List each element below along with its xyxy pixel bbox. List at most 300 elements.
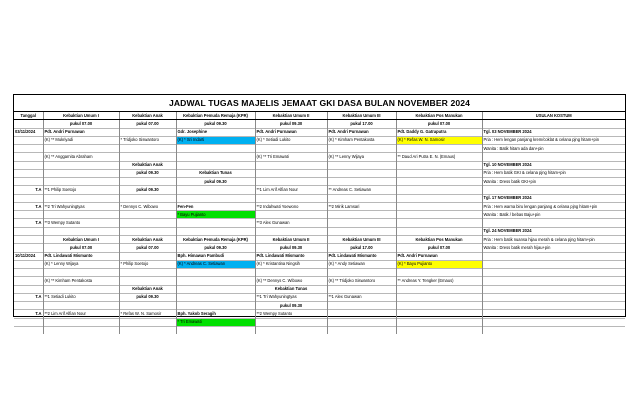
- cell-youth: [176, 153, 255, 161]
- cell-text: Bph. Himawan Pambudi: [177, 253, 225, 259]
- cell-text: pukul 09.30: [279, 302, 303, 308]
- table-row: [14, 227, 625, 235]
- cell-text: (K) * Lenny Wijaya: [44, 261, 79, 267]
- cell-text: pukul 09.30: [204, 120, 227, 126]
- cell-pos-manukan: [396, 252, 482, 260]
- cell-pos-manukan: [396, 285, 482, 293]
- cell-pos-manukan: [396, 178, 482, 186]
- cell-service-2: [255, 318, 327, 326]
- cell-service-1: [43, 145, 119, 153]
- cell-service-2: [255, 120, 327, 128]
- cell-pos-manukan: [396, 277, 482, 285]
- cell-text: **1 Setiadi Lukito: [44, 294, 76, 300]
- cell-service-3: [327, 145, 396, 153]
- cell-pos-manukan: [396, 186, 482, 194]
- cell-service-1: [43, 244, 119, 252]
- cell-pos-manukan: [396, 244, 482, 252]
- cell-pos-manukan: [396, 310, 482, 318]
- cell-service-3: [327, 202, 396, 210]
- cell-text: Tgl. 03 NOVEMBER 2024: [483, 129, 532, 135]
- cell-service-3: [327, 285, 396, 293]
- cell-text: **2 Lim Arif Alfian Nour: [44, 310, 86, 316]
- cell-text: pukul 07.00: [69, 244, 93, 250]
- cell-service-1: [43, 310, 119, 318]
- cell-text: (K) ** Anggarnita Abraham: [44, 153, 93, 159]
- cell-children: [119, 153, 176, 161]
- cell-costume: [482, 169, 625, 177]
- cell-pos-manukan: [396, 227, 482, 235]
- schedule-table: [14, 111, 625, 334]
- cell-youth: [176, 285, 255, 293]
- cell-service-2: [255, 269, 327, 277]
- table-row: [14, 235, 625, 243]
- header-children: Kebaktian Anak: [119, 112, 176, 120]
- cell-service-1: [43, 211, 119, 219]
- table-row: [14, 252, 625, 260]
- cell-service-1: [43, 202, 119, 210]
- cell-costume: [482, 186, 625, 194]
- cell-text: Pdt. Daddy G. Gatraputra: [397, 129, 447, 135]
- cell-text: Pdt. Lindawati Mismanto: [44, 253, 93, 259]
- cell-date: [14, 235, 43, 243]
- cell-text: Pdt. Andri Purnawan: [256, 129, 297, 135]
- header-date: Tanggal: [14, 112, 43, 120]
- cell-date: [14, 293, 43, 301]
- table-row: [14, 310, 625, 318]
- cell-pos-manukan: [396, 302, 482, 310]
- cell-youth: [176, 260, 255, 268]
- cell-service-3: [327, 178, 396, 186]
- cell-text: pukul 17.00: [350, 120, 373, 126]
- cell-text: pukul 09.30: [136, 170, 159, 176]
- cell-costume: [482, 211, 625, 219]
- table-row: [14, 277, 625, 285]
- cell-service-1: [43, 161, 119, 169]
- cell-costume: [482, 145, 625, 153]
- table-row: [14, 194, 625, 202]
- cell-service-2: [255, 235, 327, 243]
- table-row: [14, 318, 625, 326]
- cell-youth: [176, 235, 255, 243]
- cell-children: [119, 252, 176, 260]
- cell-youth: [176, 120, 255, 128]
- cell-children: [119, 219, 176, 227]
- cell-text: pukul 07.00: [427, 120, 451, 126]
- cell-service-1: [43, 252, 119, 260]
- cell-pos-manukan: [396, 293, 482, 301]
- cell-service-1: [43, 277, 119, 285]
- cell-text: Wanita : Batik / bebas Baju+pin: [483, 211, 541, 217]
- cell-text: Pdt. Andri Purnawan: [397, 253, 438, 259]
- header-youth: Kebaktian Pemuda Remaja (KPR): [176, 112, 255, 120]
- table-row: [14, 178, 625, 186]
- cell-text: * Tri Emawati: [177, 319, 202, 325]
- cell-date: [14, 326, 43, 334]
- cell-date: [14, 277, 43, 285]
- cell-date: [14, 318, 43, 326]
- cell-text: Tgl. 24 NOVEMBER 2024: [483, 228, 532, 234]
- cell-date: [14, 145, 43, 153]
- cell-text: Tgl. 17 NOVEMBER 2024: [483, 195, 532, 201]
- cell-costume: [482, 161, 625, 169]
- cell-date: [14, 244, 43, 252]
- cell-youth: [176, 202, 255, 210]
- cell-text: * Philip Soetojo: [120, 261, 149, 267]
- cell-costume: [482, 260, 625, 268]
- cell-date: [14, 161, 43, 169]
- cell-service-2: [255, 310, 327, 318]
- cell-youth: [176, 244, 255, 252]
- cell-date: [14, 227, 43, 235]
- cell-children: [119, 120, 176, 128]
- table-row: [14, 244, 625, 252]
- cell-text: pukul 09.30: [204, 244, 227, 250]
- cell-youth: [176, 227, 255, 235]
- table-row: [14, 120, 625, 128]
- cell-costume: [482, 244, 625, 252]
- cell-text: (K) * Kimham Pentakosta: [328, 137, 375, 143]
- cell-youth: [176, 269, 255, 277]
- cell-costume: [482, 227, 625, 235]
- cell-pos-manukan: [396, 211, 482, 219]
- cell-text: T.A: [35, 203, 42, 209]
- cell-service-2: [255, 161, 327, 169]
- cell-date: [14, 202, 43, 210]
- cell-service-3: [327, 244, 396, 252]
- cell-service-2: [255, 293, 327, 301]
- header-pos-manukan: Kebaktian Pos Manukan: [396, 112, 482, 120]
- cell-text: T.A: [35, 294, 42, 300]
- cell-costume: [482, 178, 625, 186]
- cell-service-1: [43, 227, 119, 235]
- cell-date: [14, 260, 43, 268]
- cell-text: **1 Lim Arif Alfian Nour: [256, 186, 298, 192]
- table-row: [14, 136, 625, 144]
- cell-service-3: [327, 302, 396, 310]
- cell-children: [119, 169, 176, 177]
- cell-text: Gdr. Josephine: [177, 129, 208, 135]
- cell-service-1: [43, 178, 119, 186]
- header-service-2: Kebaktian Umum II: [255, 112, 327, 120]
- cell-youth: [176, 219, 255, 227]
- cell-youth: [176, 310, 255, 318]
- cell-service-1: [43, 260, 119, 268]
- cell-service-3: [327, 235, 396, 243]
- cell-text: **2 Indahwati Yoewono: [256, 203, 299, 209]
- cell-service-3: [327, 194, 396, 202]
- cell-text: T.A: [35, 220, 42, 226]
- cell-text: Pdt. Andri Purnawan: [328, 129, 369, 135]
- cell-service-2: [255, 153, 327, 161]
- cell-text: Kebaktian Tunas: [274, 286, 308, 292]
- cell-service-2: [255, 260, 327, 268]
- cell-text: T.A: [35, 310, 42, 316]
- cell-service-3: [327, 252, 396, 260]
- cell-date: [14, 186, 43, 194]
- cell-service-3: [327, 120, 396, 128]
- cell-pos-manukan: [396, 136, 482, 144]
- cell-costume: [482, 310, 625, 318]
- cell-service-2: [255, 227, 327, 235]
- cell-service-1: [43, 293, 119, 301]
- table-row: [14, 302, 625, 310]
- cell-text: (K) * Setiadi Lukito: [256, 137, 291, 143]
- cell-costume: [482, 136, 625, 144]
- cell-text: Fen-Fen: [177, 203, 194, 209]
- cell-date: [14, 153, 43, 161]
- cell-youth: [176, 186, 255, 194]
- cell-text: Wanita : Dress batik GKI+pin: [483, 178, 537, 184]
- cell-youth: [176, 211, 255, 219]
- cell-children: [119, 277, 176, 285]
- cell-service-2: [255, 252, 327, 260]
- cell-service-3: [327, 161, 396, 169]
- cell-service-1: [43, 235, 119, 243]
- cell-text: Wanita : Dress batik merah hijau+pin: [483, 244, 551, 250]
- cell-text: T.A: [35, 186, 42, 192]
- cell-children: [119, 211, 176, 219]
- cell-service-2: [255, 219, 327, 227]
- cell-service-1: [43, 285, 119, 293]
- cell-service-3: [327, 128, 396, 136]
- cell-text: Tgl. 10 NOVEMBER 2024: [483, 162, 532, 168]
- header-service-3: Kebaktian Umum III: [327, 112, 396, 120]
- cell-children: [119, 136, 176, 144]
- cell-text: Kebaktian Tunas: [199, 170, 232, 176]
- cell-service-2: [255, 277, 327, 285]
- cell-costume: [482, 235, 625, 243]
- cell-text: Kebaktian Umum III: [342, 236, 381, 242]
- cell-date: [14, 169, 43, 177]
- table-row: [14, 169, 625, 177]
- cell-text: **2 Tri Wahyuningtyas: [44, 203, 85, 209]
- cell-service-3: [327, 153, 396, 161]
- cell-text: Pria : Hem lengan panjang krem/coklat & celana pjng hitam+pin: [483, 137, 599, 143]
- cell-text: **2 Wempy Sutanto: [256, 310, 293, 316]
- header-service-1: Kebaktian Umum I: [43, 112, 119, 120]
- cell-children: [119, 235, 176, 243]
- cell-text: Kebaktian Pemuda Remaja (KPR): [183, 236, 248, 242]
- cell-text: (K) * Kristantina Ningsih: [256, 261, 300, 267]
- cell-costume: [482, 326, 625, 334]
- cell-text: **1 Alex Gunawan: [328, 294, 362, 300]
- cell-service-3: [327, 326, 396, 334]
- cell-date: [14, 269, 43, 277]
- cell-costume: [482, 302, 625, 310]
- cell-service-1: [43, 153, 119, 161]
- cell-costume: [482, 153, 625, 161]
- cell-service-1: [43, 136, 119, 144]
- cell-pos-manukan: [396, 235, 482, 243]
- cell-youth: [176, 302, 255, 310]
- cell-service-2: [255, 136, 327, 144]
- cell-service-1: [43, 120, 119, 128]
- cell-costume: [482, 269, 625, 277]
- cell-text: pukul 07.00: [136, 244, 159, 250]
- table-row: [14, 326, 625, 334]
- cell-text: **3 Wempy Sutanto: [44, 220, 81, 226]
- cell-service-1: [43, 318, 119, 326]
- cell-text: Pria : Hem warna biru lengan panjang & celana pjng hitam+pin: [483, 203, 598, 209]
- cell-children: [119, 202, 176, 210]
- cell-text: pukul 07.00: [69, 120, 93, 126]
- cell-costume: [482, 293, 625, 301]
- cell-date: [14, 136, 43, 144]
- cell-service-1: [43, 186, 119, 194]
- cell-text: pukul 09.30: [136, 186, 159, 192]
- cell-children: [119, 161, 176, 169]
- cell-text: Kebaktian Anak: [132, 236, 163, 242]
- cell-service-3: [327, 227, 396, 235]
- cell-date: [14, 285, 43, 293]
- cell-costume: [482, 252, 625, 260]
- cell-pos-manukan: [396, 219, 482, 227]
- cell-service-3: [327, 293, 396, 301]
- cell-service-1: [43, 128, 119, 136]
- cell-text: (K) ** Kimham Pentakosta: [44, 277, 93, 283]
- cell-pos-manukan: [396, 145, 482, 153]
- cell-service-3: [327, 211, 396, 219]
- cell-youth: [176, 318, 255, 326]
- table-row: [14, 186, 625, 194]
- cell-text: pukul 09.30: [279, 244, 303, 250]
- cell-text: **1 Philip Soetojo: [44, 186, 77, 192]
- table-row: [14, 153, 625, 161]
- cell-youth: [176, 194, 255, 202]
- cell-text: Wanita : Batik hitam ada dan+pin: [483, 145, 544, 151]
- cell-service-1: [43, 269, 119, 277]
- cell-text: * Bayu Pujianto: [177, 211, 206, 217]
- cell-service-2: [255, 169, 327, 177]
- cell-text: 10/11/2024: [15, 253, 36, 259]
- cell-text: Pdt. Lindawati Mismanto: [328, 253, 377, 259]
- cell-service-1: [43, 219, 119, 227]
- cell-text: ** Andreas C. Setiawan: [328, 186, 372, 192]
- cell-text: Pria : Hem batik nuansa hijau merah & celana pjng hitam+pin: [483, 236, 595, 242]
- cell-service-1: [43, 326, 119, 334]
- cell-date: [14, 219, 43, 227]
- table-row: [14, 202, 625, 210]
- cell-text: Kebaktian Umum II: [272, 236, 310, 242]
- cell-children: [119, 145, 176, 153]
- cell-text: Kebaktian Anak: [132, 286, 163, 292]
- cell-costume: [482, 219, 625, 227]
- cell-date: [14, 211, 43, 219]
- cell-date: [14, 178, 43, 186]
- table-row: [14, 219, 625, 227]
- table-row: [14, 211, 625, 219]
- cell-text: ** Daud Ari Putra E. N. (Emaus): [397, 153, 456, 159]
- cell-date: [14, 194, 43, 202]
- cell-text: pukul 17.00: [350, 244, 373, 250]
- cell-text: (K) ** Lenny Wijaya: [328, 153, 364, 159]
- cell-pos-manukan: [396, 161, 482, 169]
- cell-pos-manukan: [396, 120, 482, 128]
- cell-youth: [176, 145, 255, 153]
- cell-date: [14, 120, 43, 128]
- schedule-sheet: [13, 94, 626, 325]
- cell-pos-manukan: [396, 153, 482, 161]
- cell-service-3: [327, 277, 396, 285]
- cell-service-2: [255, 194, 327, 202]
- cell-text: 03/11/2024: [15, 129, 36, 135]
- table-row: [14, 145, 625, 153]
- cell-text: (K) ** Mukriyadi: [44, 137, 73, 143]
- cell-service-3: [327, 260, 396, 268]
- cell-service-3: [327, 186, 396, 194]
- cell-youth: [176, 178, 255, 186]
- cell-children: [119, 244, 176, 252]
- cell-text: pukul 09.30: [136, 294, 159, 300]
- cell-text: ** Andreas Y. Tengker (Emaus): [397, 277, 454, 283]
- cell-text: (K) ** Tridjoko Siswantoro: [328, 277, 376, 283]
- cell-service-2: [255, 128, 327, 136]
- cell-costume: [482, 120, 625, 128]
- cell-pos-manukan: [396, 269, 482, 277]
- cell-text: pukul 09.30: [204, 178, 227, 184]
- cell-costume: [482, 128, 625, 136]
- cell-service-2: [255, 145, 327, 153]
- cell-service-2: [255, 302, 327, 310]
- cell-youth: [176, 169, 255, 177]
- cell-pos-manukan: [396, 260, 482, 268]
- table-row: [14, 285, 625, 293]
- cell-text: Kebaktian Anak: [132, 162, 163, 168]
- cell-service-3: [327, 169, 396, 177]
- schedule-body: [14, 120, 625, 334]
- document-title: JADWAL TUGAS MAJELIS JEMAAT GKI DASA BULAN NOVEMBER 2024: [168, 98, 470, 108]
- cell-service-2: [255, 178, 327, 186]
- cell-children: [119, 326, 176, 334]
- cell-youth: [176, 128, 255, 136]
- cell-date: [14, 302, 43, 310]
- cell-children: [119, 285, 176, 293]
- cell-text: pukul 07.00: [427, 244, 451, 250]
- cell-pos-manukan: [396, 326, 482, 334]
- cell-text: (K) * Sri Indarti: [177, 137, 205, 143]
- cell-date: [14, 310, 43, 318]
- cell-text: * Dennys C. Wibowo: [120, 203, 159, 209]
- cell-service-2: [255, 244, 327, 252]
- cell-children: [119, 269, 176, 277]
- cell-costume: [482, 202, 625, 210]
- cell-text: * Refas W. N. Samosir: [120, 310, 162, 316]
- cell-children: [119, 227, 176, 235]
- cell-children: [119, 194, 176, 202]
- cell-service-3: [327, 318, 396, 326]
- cell-text: Pdt. Lindawati Mismanto: [256, 253, 305, 259]
- cell-text: Pdt. Andri Purnawan: [44, 129, 85, 135]
- cell-text: Pria : Hem batik GKI & celana pjng hitam+pin: [483, 170, 566, 176]
- cell-pos-manukan: [396, 169, 482, 177]
- cell-text: pukul 07.00: [136, 120, 159, 126]
- table-row: [14, 128, 625, 136]
- cell-service-2: [255, 285, 327, 293]
- cell-text: (K) * Refas W. N. Samosir: [397, 137, 445, 143]
- cell-service-2: [255, 211, 327, 219]
- cell-children: [119, 128, 176, 136]
- table-row: [14, 269, 625, 277]
- cell-text: (K) * Andreas C. Setiawan: [177, 261, 226, 267]
- header-row: [14, 112, 625, 120]
- cell-text: (K) ** Dennys C. Wibowo: [256, 277, 303, 283]
- cell-youth: [176, 252, 255, 260]
- cell-youth: [176, 136, 255, 144]
- cell-service-3: [327, 269, 396, 277]
- cell-children: [119, 318, 176, 326]
- cell-service-3: [327, 219, 396, 227]
- cell-children: [119, 310, 176, 318]
